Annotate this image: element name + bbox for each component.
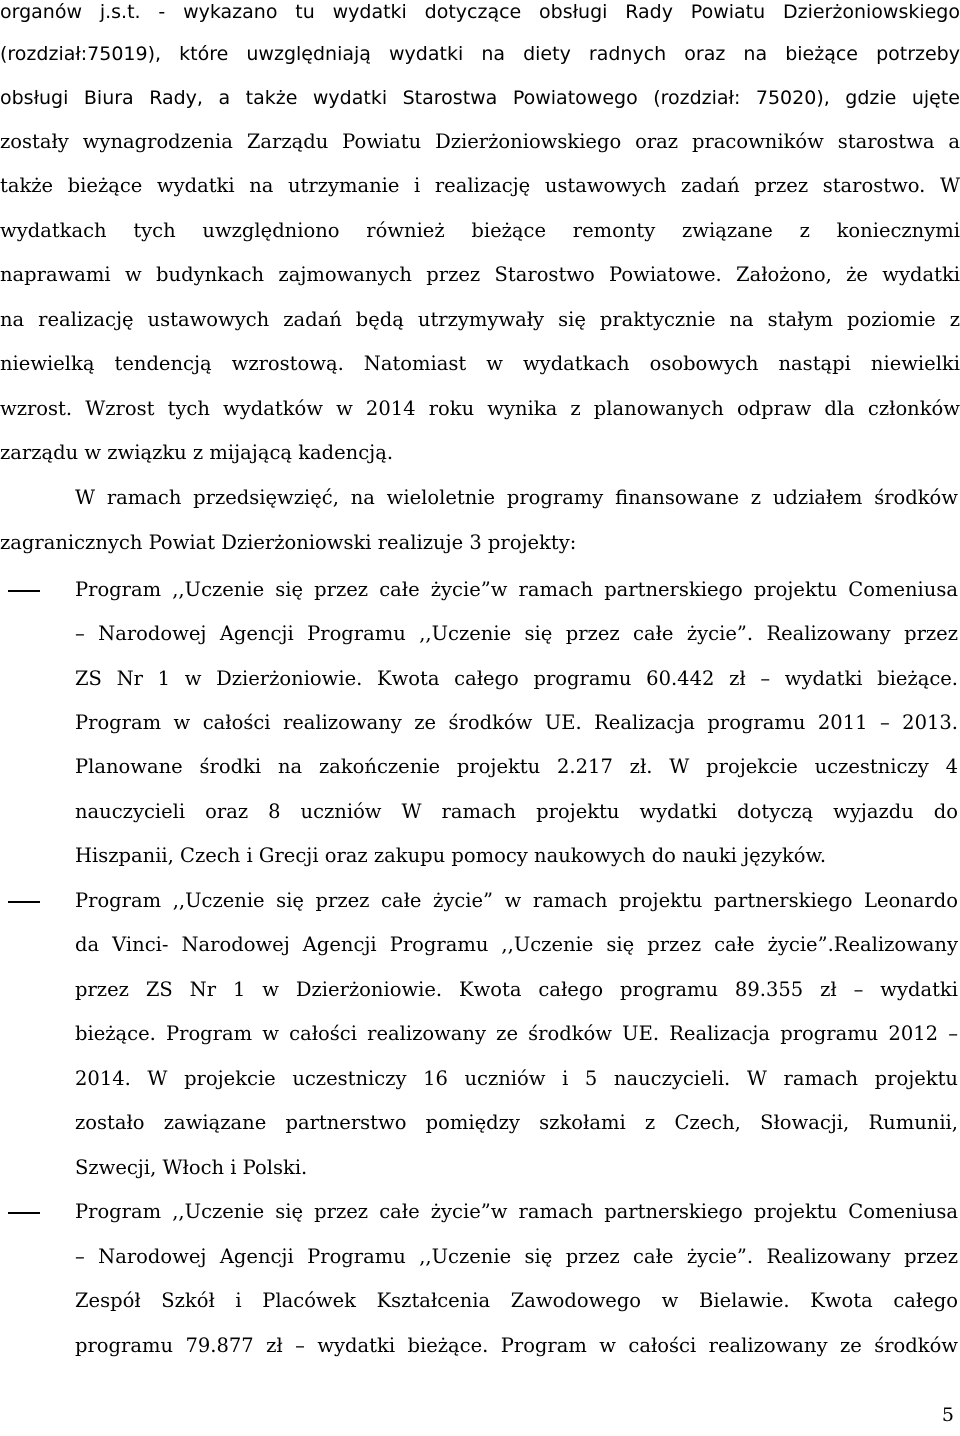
- text-line: na realizację ustawowych zadań będą utrzymywały się praktycznie na stałym poziomie z: [0, 308, 960, 331]
- text-line: ZS Nr 1 w Dzierżoniowie. Kwota całego programu 60.442 zł – wydatki bieżące.: [75, 667, 958, 690]
- text-line: Program ,,Uczenie się przez całe życie”w ramach partnerskiego projektu Comeniusa: [75, 578, 958, 601]
- text-line: Program w całości realizowany ze środków UE. Realizacja programu 2011 – 2013.: [75, 711, 958, 734]
- text-line: Planowane środki na zakończenie projektu 2.217 zł. W projekcie uczestniczy 4: [75, 755, 958, 778]
- page-number: 5: [941, 1404, 954, 1426]
- text-line: przez ZS Nr 1 w Dzierżoniowie. Kwota całego programu 89.355 zł – wydatki: [75, 978, 958, 1001]
- text-line: Program ,,Uczenie się przez całe życie”w ramach partnerskiego projektu Comeniusa: [75, 1200, 958, 1223]
- text-line: zarządu w związku z mijającą kadencją.: [0, 441, 394, 464]
- text-line: Zespół Szkół i Placówek Kształcenia Zawodowego w Bielawie. Kwota całego: [75, 1289, 958, 1312]
- dash-bullet-icon: [8, 590, 40, 592]
- dash-bullet-icon: [8, 1212, 40, 1214]
- text-line: zostały wynagrodzenia Zarządu Powiatu Dzierżoniowskiego oraz pracowników starostwa a: [0, 130, 960, 153]
- text-line: organów j.s.t. - wykazano tu wydatki dotyczące obsługi Rady Powiatu Dzierżoniowskiego: [0, 1, 960, 23]
- text-line: Szwecji, Włoch i Polski.: [75, 1156, 308, 1179]
- text-line: Program ,,Uczenie się przez całe życie” w ramach projektu partnerskiego Leonardo: [75, 889, 958, 912]
- text-line: zostało zawiązane partnerstwo pomiędzy szkołami z Czech, Słowacji, Rumunii,: [75, 1111, 958, 1134]
- text-line: (rozdział:75019), które uwzględniają wydatki na diety radnych oraz na bieżące potrzeby: [0, 43, 960, 65]
- text-line: – Narodowej Agencji Programu ,,Uczenie się przez całe życie”. Realizowany przez: [75, 622, 958, 645]
- text-line: – Narodowej Agencji Programu ,,Uczenie się przez całe życie”. Realizowany przez: [75, 1245, 958, 1268]
- text-line: niewielką tendencją wzrostową. Natomiast w wydatkach osobowych nastąpi niewielki: [0, 352, 960, 375]
- text-line: programu 79.877 zł – wydatki bieżące. Program w całości realizowany ze środków: [75, 1334, 958, 1357]
- text-line: wzrost. Wzrost tych wydatków w 2014 roku wynika z planowanych odpraw dla członków: [0, 397, 960, 420]
- text-line: zagranicznych Powiat Dzierżoniowski realizuje 3 projekty:: [0, 531, 577, 554]
- text-line: Hiszpanii, Czech i Grecji oraz zakupu pomocy naukowych do nauki języków.: [75, 844, 827, 867]
- text-line: nauczycieli oraz 8 uczniów W ramach projektu wydatki dotyczą wyjazdu do: [75, 800, 958, 823]
- text-line: bieżące. Program w całości realizowany ze środków UE. Realizacja programu 2012 –: [75, 1022, 958, 1045]
- text-line: obsługi Biura Rady, a także wydatki Starostwa Powiatowego (rozdział: 75020), gdzie ujęte: [0, 87, 960, 109]
- text-line: także bieżące wydatki na utrzymanie i realizację ustawowych zadań przez starostwo. W: [0, 174, 960, 197]
- text-line: wydatkach tych uwzględniono również bieżące remonty związane z koniecznymi: [0, 219, 960, 242]
- dash-bullet-icon: [8, 901, 40, 903]
- text-line: W ramach przedsięwzięć, na wieloletnie programy finansowane z udziałem środków: [75, 486, 958, 509]
- text-line: da Vinci- Narodowej Agencji Programu ,,Uczenie się przez całe życie”.Realizowany: [75, 933, 958, 956]
- text-line: naprawami w budynkach zajmowanych przez Starostwo Powiatowe. Założono, że wydatki: [0, 263, 960, 286]
- text-line: 2014. W projekcie uczestniczy 16 uczniów i 5 nauczycieli. W ramach projektu: [75, 1067, 958, 1090]
